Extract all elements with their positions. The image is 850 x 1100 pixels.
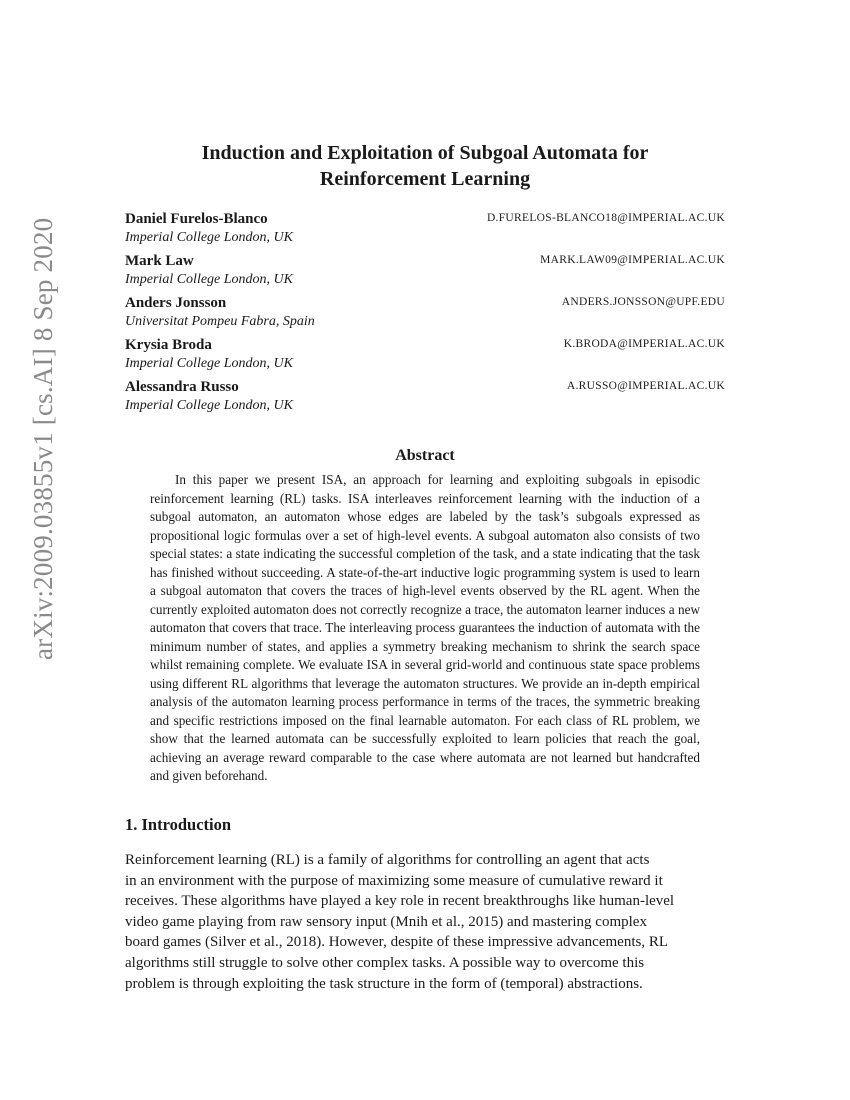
author-block [125, 252, 725, 294]
author-affiliation: Imperial College London, UK [125, 230, 293, 245]
author-email: K.BRODA@IMPERIAL.AC.UK [563, 338, 725, 350]
author-name: Mark Law [125, 253, 194, 269]
title-line: Reinforcement Learning [319, 168, 531, 190]
section-heading-introduction: 1. Introduction [125, 815, 232, 834]
abstract-heading: Abstract [395, 447, 455, 464]
author-block [125, 378, 725, 420]
author-name: Daniel Furelos-Blanco [125, 211, 268, 227]
author-block [125, 336, 725, 378]
author-affiliation: Universitat Pompeu Fabra, Spain [125, 314, 315, 329]
introduction-paragraph [125, 850, 725, 994]
author-email: ANDERS.JONSSON@UPF.EDU [561, 296, 725, 308]
paper-title [100, 140, 750, 192]
author-name: Krysia Broda [125, 337, 212, 353]
author-email: A.RUSSO@IMPERIAL.AC.UK [566, 380, 725, 392]
paragraph-line: in an environment with the purpose of maximizing some measure of cumulative reward it [125, 872, 663, 889]
author-list [125, 210, 725, 420]
author-email: D.FURELOS-BLANCO18@IMPERIAL.AC.UK [486, 212, 725, 224]
paragraph-line: algorithms still struggle to solve other complex tasks. A possible way to overcome this [125, 954, 645, 971]
paragraph-line: receives. These algorithms have played a key role in recent breakthroughs like human-level [125, 893, 675, 910]
paragraph-line: video game playing from raw sensory input (Mnih et al., 2015) and mastering complex [125, 913, 647, 930]
abstract-text: In this paper we present ISA, an approach for learning and exploiting subgoals in episodic reinforcement learning (RL) tasks. ISA interleaves reinforcement learning with the induction of a subgoal automaton, an automaton whose edges are labeled by the task’s subgoals expressed as propositional logic formulas over a set of high-level events. A subgoal automaton also consists of two special states: a state indicating the successful completion of the task, and a state indicating that the task has finished without succeeding. A state-of-the-art inductive logic programming system is used to learn a subgoal automaton that covers the traces of high-level events observed by the RL agent. When the currently exploited automaton does not correctly recognize a trace, the automaton learner induces a new automaton that covers that trace. The interleaving process guarantees the induction of automata with the minimum number of states, and applies a symmetry breaking mechanism to shrink the search space whilst remaining complete. We evaluate ISA in several grid-world and continuous state space problems using different RL algorithms that leverage the automaton structures. We provide an in-depth empirical analysis of the automaton learning process performance in terms of the traces, the symmetric breaking and specific restrictions imposed on the final learnable automaton. For each class of RL problem, we show that the learned automata can be successfully exploited to learn policies that reach the goal, achieving an average reward comparable to the case where automata are not learned but handcrafted and given beforehand. [150, 472, 700, 783]
author-affiliation: Imperial College London, UK [125, 272, 293, 287]
author-block [125, 210, 725, 252]
author-affiliation: Imperial College London, UK [125, 356, 293, 371]
author-name: Anders Jonsson [125, 295, 227, 311]
title-line: Induction and Exploitation of Subgoal Automata for [201, 142, 649, 164]
arxiv-identifier: arXiv:2009.03855v1 [cs.AI] 8 Sep 2020 [28, 217, 58, 660]
author-block [125, 294, 725, 336]
paragraph-line: problem is through exploiting the task structure in the form of (temporal) abstractions. [125, 975, 643, 992]
paragraph-line: Reinforcement learning (RL) is a family of algorithms for controlling an agent that acts [125, 852, 650, 868]
author-affiliation: Imperial College London, UK [125, 398, 293, 413]
author-email: MARK.LAW09@IMPERIAL.AC.UK [540, 254, 725, 266]
paragraph-line: board games (Silver et al., 2018). However, despite of these impressive advancements, RL [125, 934, 668, 951]
author-name: Alessandra Russo [125, 379, 239, 395]
